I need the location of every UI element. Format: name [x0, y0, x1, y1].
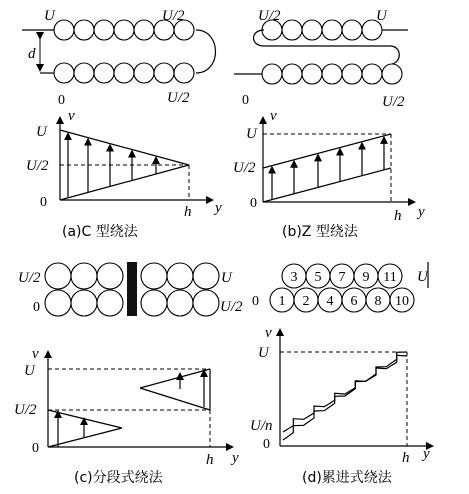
d-coil-zero: 0 — [252, 294, 259, 309]
panel-d-coil — [252, 262, 429, 312]
c-left-turn — [71, 290, 97, 316]
c-right-turn — [193, 263, 219, 289]
a-coil-u2-top-label: U/2 — [162, 8, 185, 24]
b-top-turn — [282, 20, 302, 40]
a-caption: (a)C 型绕法 — [62, 224, 138, 240]
d-tick-0: 0 — [263, 437, 270, 452]
d-bottom-turn-number: 2 — [302, 294, 310, 309]
c-coil-u2-right: U/2 — [220, 299, 243, 315]
a-bottom-turn — [94, 63, 114, 83]
c-tick-h: h — [206, 452, 214, 468]
c-separator — [127, 262, 137, 316]
d-bottom-turn-number: 6 — [350, 294, 358, 309]
a-tick-h: h — [184, 204, 192, 220]
d-top-turn-number: 11 — [383, 270, 397, 285]
c-right-turn — [167, 290, 193, 316]
d-bottom-turn-number: 4 — [326, 294, 334, 309]
b-top-turn — [322, 20, 342, 40]
panel-d-graph — [250, 325, 432, 466]
c-voltage-arrows — [58, 371, 204, 447]
a-coil-zero-label: 0 — [58, 93, 65, 108]
panel-c-graph — [14, 346, 239, 468]
b-coil-u-label: U — [376, 8, 387, 24]
d-bottom-turn-number: 10 — [395, 294, 409, 309]
b-top-turn — [302, 20, 322, 40]
a-axis-v: v — [68, 108, 75, 124]
d-bottom-turn-number: 1 — [278, 294, 286, 309]
a-tick-u: U — [36, 124, 47, 140]
d-top-turn-number: 5 — [314, 270, 322, 285]
b-axis-y: y — [418, 204, 425, 220]
d-caption: (d)累进式绕法 — [302, 470, 392, 486]
a-top-turn — [74, 20, 94, 40]
c-right-turn — [141, 290, 167, 316]
b-bottom-turn — [342, 64, 362, 84]
c-coil-u-right: U — [221, 270, 232, 286]
a-top-turn — [114, 20, 134, 40]
panel-b-graph — [233, 108, 425, 224]
b-caption: (b)Z 型绕法 — [282, 224, 358, 240]
b-tick-u2: U/2 — [233, 160, 256, 176]
b-bottom-turn — [322, 64, 342, 84]
d-top-turn-number: 3 — [290, 270, 298, 285]
d-axis-v: v — [265, 325, 272, 341]
a-bottom-turn — [134, 63, 154, 83]
a-axis-y: y — [215, 200, 222, 216]
panel-b-coil — [234, 8, 408, 110]
b-bottom-turn — [362, 64, 382, 84]
b-bottom-turn — [382, 64, 402, 84]
a-coil-u2-bottom-label: U/2 — [167, 90, 190, 106]
b-axis-v: v — [270, 108, 277, 124]
d-tick-h: h — [402, 450, 410, 466]
a-bottom-turn — [114, 63, 134, 83]
d-top-turn-number: 7 — [338, 270, 346, 285]
d-top-turn-number: 9 — [362, 270, 370, 285]
d-bottom-turn-number: 8 — [374, 294, 382, 309]
c-caption: (c)分段式绕法 — [74, 470, 163, 486]
d-coil-u: U — [417, 269, 428, 285]
b-tick-u: U — [246, 126, 257, 142]
c-tick-u: U — [24, 363, 35, 379]
a-d-label: d — [28, 46, 36, 62]
b-coil-zero-label: 0 — [242, 93, 249, 108]
b-coil-u2-bottom-label: U/2 — [382, 94, 405, 110]
c-axis-y: y — [232, 450, 239, 466]
a-tick-u2: U/2 — [26, 158, 49, 174]
c-tick-u2: U/2 — [14, 402, 37, 418]
c-left-turn — [45, 263, 71, 289]
c-left-turn — [45, 290, 71, 316]
c-coil-0-left: 0 — [33, 300, 40, 315]
a-top-turn — [54, 20, 74, 40]
d-tick-un: U/n — [250, 418, 273, 434]
a-bottom-turn — [154, 63, 174, 83]
panel-a-coil — [22, 8, 216, 108]
b-bottom-turn — [262, 64, 282, 84]
c-tick-0: 0 — [32, 441, 39, 456]
b-tick-h: h — [394, 208, 402, 224]
c-coil-u2-left: U/2 — [18, 270, 41, 286]
a-bottom-turn — [74, 63, 94, 83]
c-right-turn — [193, 290, 219, 316]
b-tick-0: 0 — [250, 196, 257, 211]
panel-a-graph — [26, 108, 222, 220]
c-left-turn — [97, 290, 123, 316]
c-right-turn — [167, 263, 193, 289]
c-axis-v: v — [32, 346, 39, 362]
b-bottom-turn — [282, 64, 302, 84]
a-coil-u-label: U — [44, 8, 55, 24]
b-voltage-arrows — [272, 138, 384, 200]
c-right-turn — [141, 263, 167, 289]
panel-c-coil — [18, 262, 243, 316]
a-bottom-turn — [54, 63, 74, 83]
c-left-turn — [71, 263, 97, 289]
b-coil-u2-label: U/2 — [258, 8, 281, 24]
d-tick-u: U — [258, 345, 269, 361]
b-bottom-turn — [302, 64, 322, 84]
a-top-turn — [134, 20, 154, 40]
d-axis-y: y — [423, 446, 430, 462]
b-top-turn — [342, 20, 362, 40]
a-top-turn — [94, 20, 114, 40]
a-bottom-turn — [174, 63, 194, 83]
a-tick-0: 0 — [40, 195, 47, 210]
c-left-turn — [97, 263, 123, 289]
